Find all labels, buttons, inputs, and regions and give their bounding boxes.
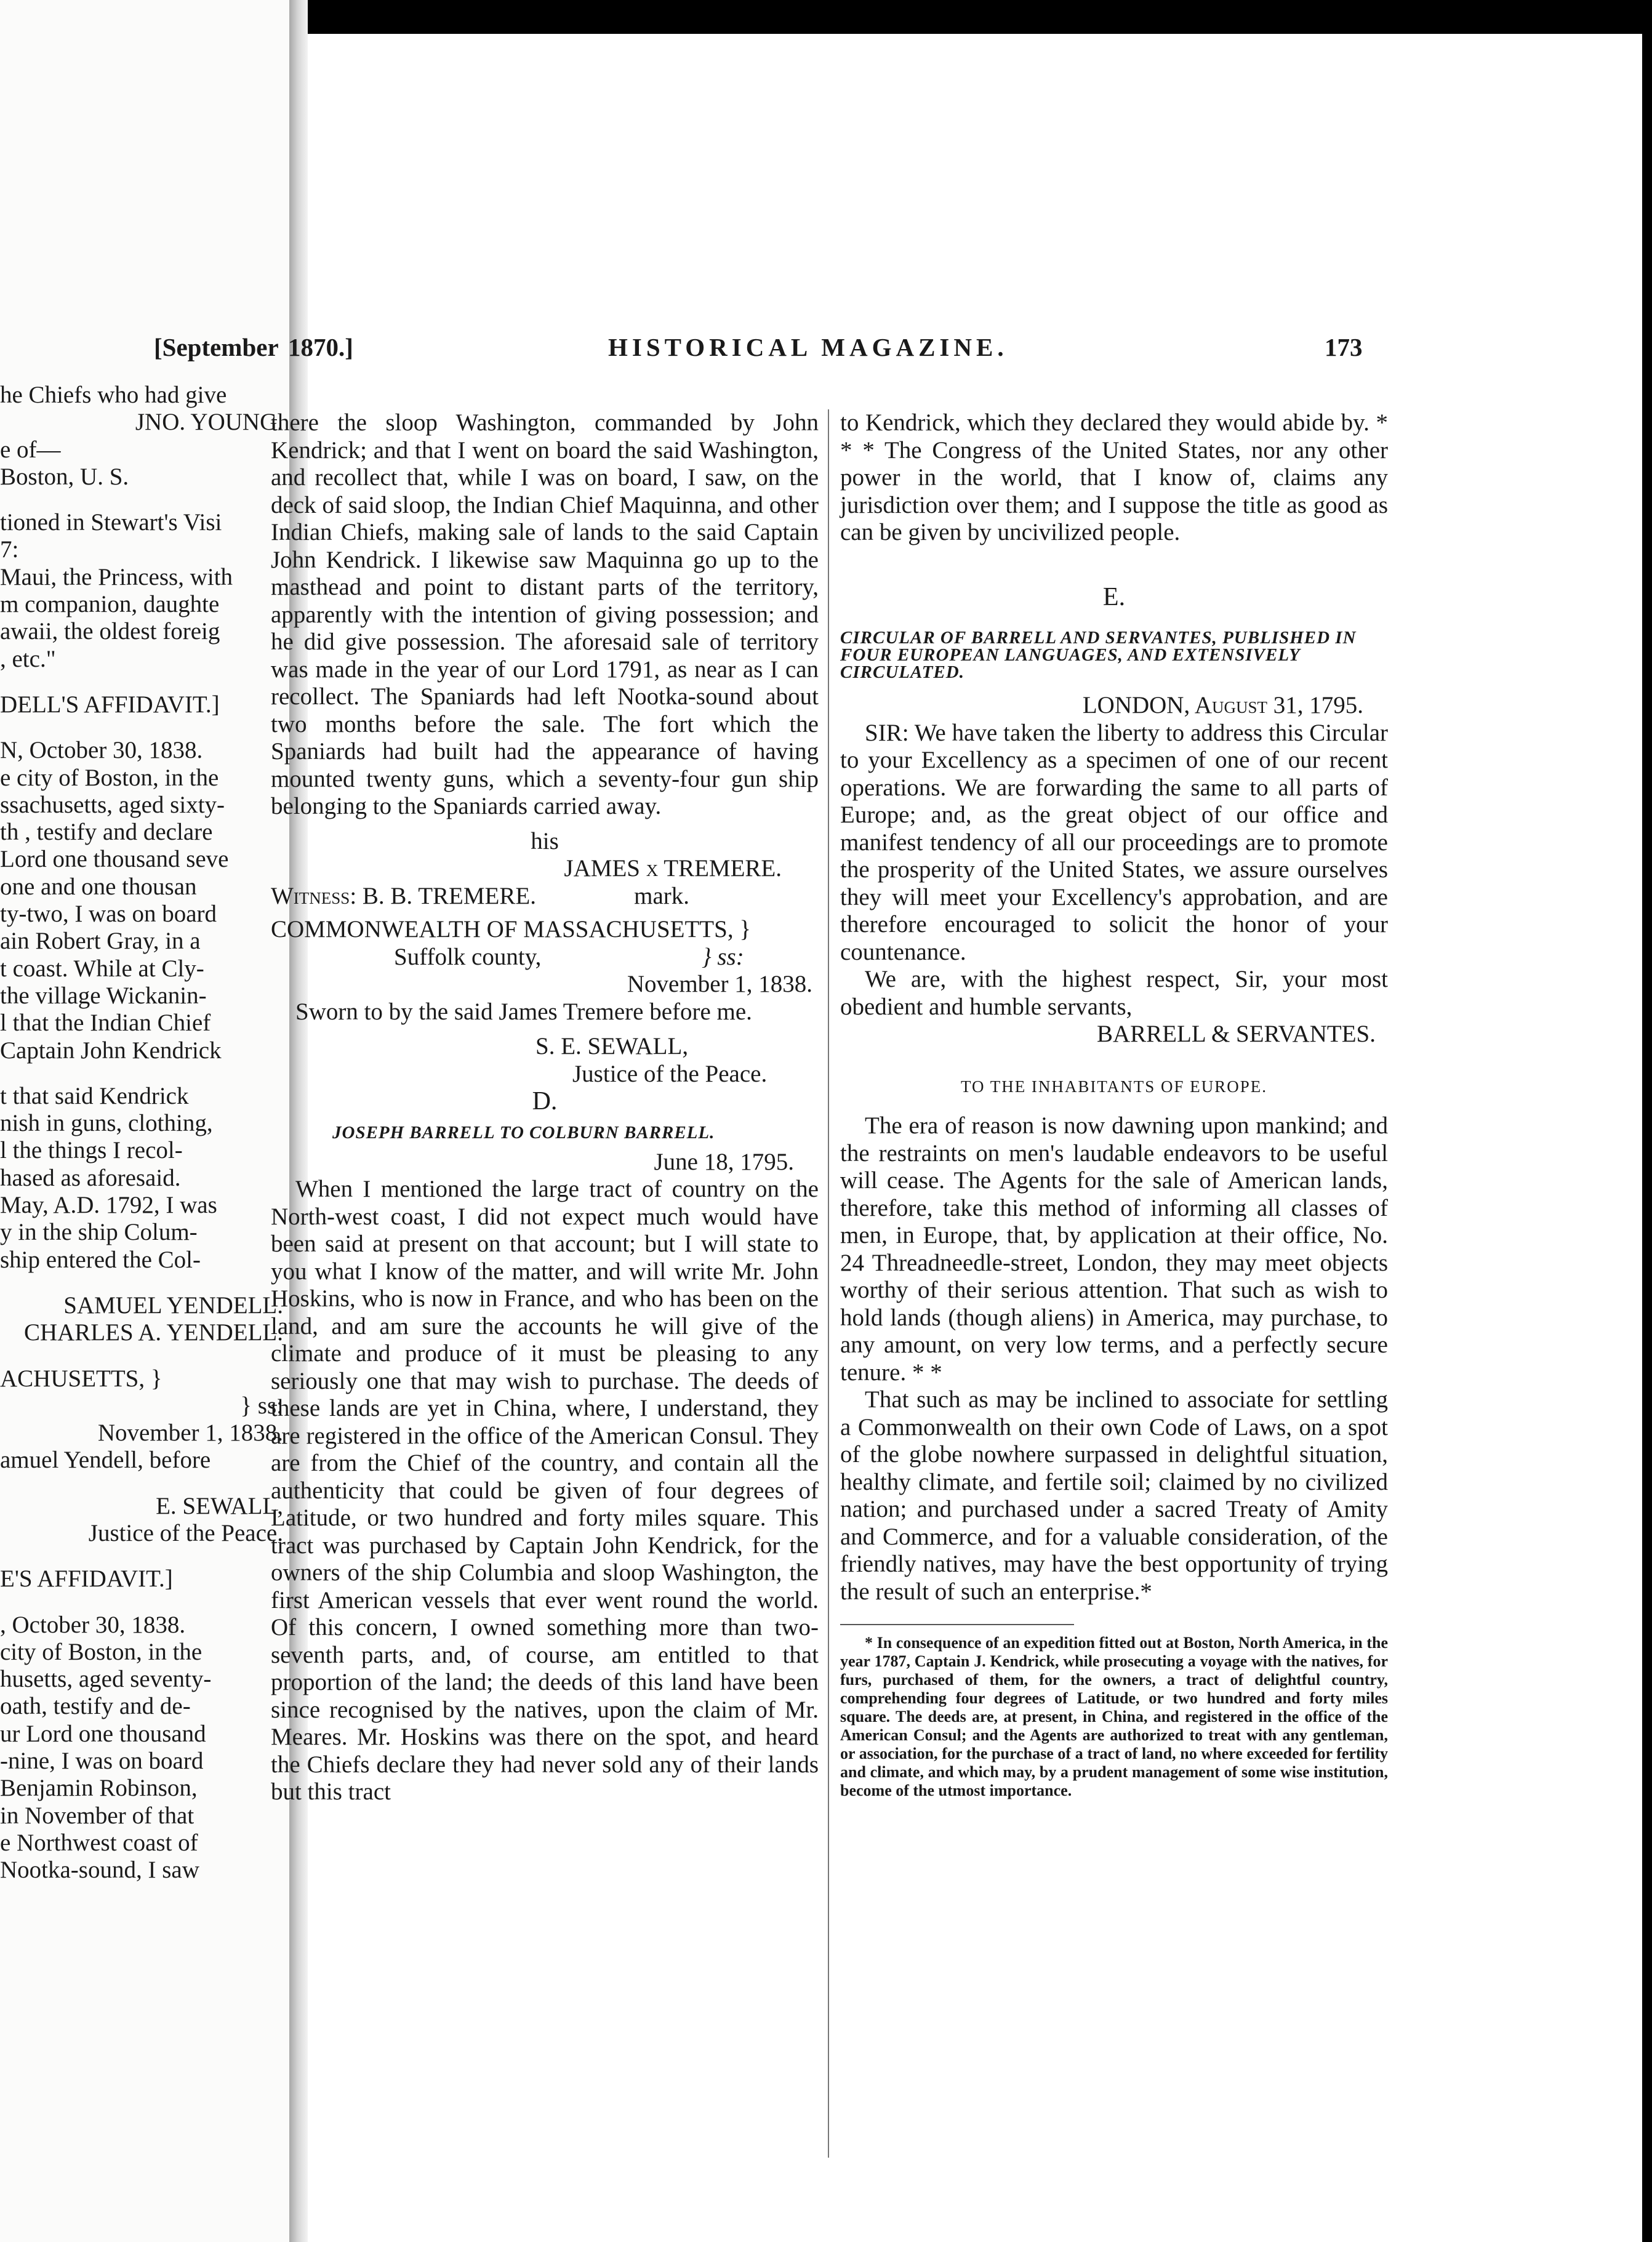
left-page-line: e of— [0, 436, 61, 463]
circular-heading: CIRCULAR OF BARRELL AND SERVANTES, PUBLISHED IN FOUR EUROPEAN LANGUAGES, AND EXTENSIVELY CIRCULATED. [840, 628, 1357, 682]
left-page-line: , etc." [0, 645, 56, 672]
letter-heading: JOSEPH BARRELL TO COLBURN BARRELL. [332, 1122, 715, 1143]
left-page-line: husetts, aged seventy- [0, 1666, 212, 1693]
mark: mark. [634, 882, 689, 909]
left-page-line: ain Robert Gray, in a [0, 928, 201, 955]
section-e: E. [1102, 582, 1126, 611]
signer: JAMES x TREMERE. [564, 855, 782, 882]
left-page-line: ur Lord one thousand [0, 1720, 206, 1747]
letter-date: June 18, 1795. [654, 1148, 794, 1175]
left-running-head: [September [154, 333, 279, 361]
left-page-line: t coast. While at Cly- [0, 955, 204, 982]
witness: Witness: B. B. TREMERE. [271, 882, 536, 909]
left-page-line [0, 1274, 283, 1292]
left-page-line [0, 673, 283, 691]
circular-date: LONDON, August 31, 1795. [1082, 692, 1363, 718]
left-page-line: hased as aforesaid. [0, 1164, 181, 1191]
signature-his: his [531, 827, 559, 854]
left-page-line: nish in guns, clothing, [0, 1110, 213, 1137]
sworn-text: Sworn to by the said James Tremere before me. [295, 998, 752, 1025]
ss: } ss: [702, 943, 744, 970]
signature: BARRELL & SERVANTES. [1096, 1021, 1376, 1047]
column-1 [271, 409, 819, 1806]
left-page-line: Nootka-sound, I saw [0, 1857, 199, 1884]
inhabitants-p1: The era of reason is now dawning upon mankind; and the restraints on men's laudable endeavors to be useful will cease. The Agents for the sale of American lands, therefore, take this method of informing all classes of men, in Europe, that, by application at their office, No. 24 Threadneedle-street, London, they may meet objects worthy of their serious attention. That such as wish to hold lands (though aliens) in America, may purchase, to any amount, on very low terms, and a perfectly secure tenure. * * [840, 1112, 1388, 1386]
left-page-line [0, 1064, 283, 1083]
left-page-line: y in the ship Colum- [0, 1219, 198, 1246]
left-page-line: ship entered the Col- [0, 1246, 201, 1273]
left-page-line: in November of that [0, 1802, 194, 1829]
justice-name: S. E. SEWALL, [535, 1033, 689, 1059]
left-page-line: CHARLES A. YENDELL. [23, 1319, 283, 1346]
left-page-line: l the things I recol- [0, 1137, 183, 1164]
left-page-line: Maui, the Princess, with [0, 563, 233, 590]
circular-text: SIR: We have taken the liberty to address this Circular to your Excellency as a specimen of one of our recent operations. We are forwarding the same to all parts of Europe; and, as the great object of our office and manifest tendency of all our proceedings are to promote the prosperity of the United States, we assure ourselves they will meet your Excellency's approbation, and are therefore encouraged to solicit the honor of your countenance. [840, 719, 1388, 965]
page-title: HISTORICAL MAGAZINE. [608, 333, 1008, 361]
footnote-rule [840, 1624, 1074, 1625]
left-page-line [0, 718, 283, 737]
letter-text: When I mentioned the large tract of country on the North-west coast, I did not expect much would have been said at present on that account; but I will state to you what I know of the matter, and will write Mr. John Hoskins, who is now in France, and who has been on the land, and am sure the accounts he will give of the climate and produce of it must be pleasing to any seriously one that may wish to purchase. The deeds of these lands are yet in China, where, I understand, they are registered in the office of the American Consul. They are from the Chief of the country, and contain all the authenticity that could be given of four degrees of Latitude, or two hundred and forty miles square. This tract was purchased by Captain John Kendrick, for the owners of the ship Columbia and sloop Washington, the first American vessels that ever went round the world. Of this concern, I owned something more than two-seventh parts, and, of course, am entitled to that proportion of the land; the deeds of this land have been since recognised by the natives, upon the claim of Mr. Meares. Mr. Hoskins was there on the spot, and heard the Chiefs declare they had never sold any of their lands but this tract [271, 1176, 819, 1805]
left-page-line: t that said Kendrick [0, 1082, 189, 1109]
county: Suffolk county, [394, 943, 542, 970]
column-divider [828, 409, 829, 2158]
scan-right-border [1642, 0, 1652, 2242]
affidavit-text: there the sloop Washington, commanded by John Kendrick; and that I went on board the said Washington, and recollect that, while I was on board, I saw, on the deck of said sloop, the Indian Chief Maquinna, and other Indian Chiefs, making sale of lands to the said Captain John Kendrick. I likewise saw Maquinna go up to the masthead and point to distant parts of the territory, apparently with the intention of giving possession; and he did give possession. The aforesaid sale of territory was made in the year of our Lord 1791, as near as I can recollect. The Spaniards had left Nootka-sound about two months before the sale. The fort which the Spaniards had built had the appearance of having mounted twenty guns, which a seventy-four gun ship belonging to the Spaniards carried away. [271, 409, 819, 819]
left-page-line: E. SEWALL, [156, 1492, 283, 1519]
inhabitants-p2: That such as may be inclined to associate for settling a Commonwealth on their own Code of Laws, on a spot of the globe nowhere surpassed in delightful situation, healthy climate, and fertile soil; claimed by no civilized nation; and purchased under a sacred Treaty of Amity and Commerce, and for a valuable consideration, of the friendly natives, may have the best opportunity of trying the result of such an enterprise.* [840, 1386, 1388, 1605]
continuation-text: to Kendrick, which they declared they would abide by. * * * The Congress of the United States, nor any other power in the world, that I know of, claims any jurisdiction over them; and I suppose the title as good as can be given by uncivilized people. [840, 409, 1388, 545]
left-page-line: , October 30, 1838. [0, 1611, 186, 1638]
left-page-line: city of Boston, in the [0, 1638, 202, 1665]
left-page-line [0, 1474, 283, 1493]
left-page-line: 7: [0, 536, 19, 563]
left-page-line [0, 1547, 283, 1565]
left-page-line: -nine, I was on board [0, 1748, 204, 1775]
commonwealth: COMMONWEALTH OF MASSACHUSETTS, } [271, 916, 752, 942]
header-date: 1870.] [288, 333, 353, 361]
left-page-line: Justice of the Peace. [88, 1519, 283, 1546]
left-page-line: one and one thousan [0, 873, 197, 900]
left-page-line: DELL'S AFFIDAVIT.] [0, 691, 220, 718]
left-page-line: JNO. YOUNG. [135, 409, 283, 436]
footnote: * In consequence of an expedition fitted out at Boston, North America, in the year 1787, Captain J. Kendrick, while prosecuting a voyage with the natives, for furs, purchased of them, for the owners, a tract of delightful country, comprehending four degrees of Latitude, or two hundred and forty miles square. The deeds are, at present, in China, and registered in the office of the American Consul; and the Agents are authorized to treat with any gentleman, or association, for the purchase of a tract of land, no where exceeded for fertility and climate, and which may, by a prudent management of some wise institution, become of the utmost importance. [840, 1634, 1388, 1799]
left-page-line: E'S AFFIDAVIT.] [0, 1565, 173, 1593]
left-page-line: th , testify and declare [0, 819, 213, 846]
left-page-line: Lord one thousand seve [0, 846, 229, 873]
left-page-line: the village Wickanin- [0, 982, 207, 1009]
left-page-line: May, A.D. 1792, I was [0, 1192, 217, 1219]
left-page-line: tioned in Stewart's Visi [0, 509, 222, 536]
left-page-text [0, 382, 283, 1884]
left-page-line: Boston, U. S. [0, 463, 129, 490]
left-page-line [0, 1593, 283, 1612]
left-page-line: he Chiefs who had give [0, 382, 227, 408]
left-page-line: e Northwest coast of [0, 1829, 198, 1856]
left-page-line: e city of Boston, in the [0, 764, 219, 791]
left-page-line: l that the Indian Chief [0, 1010, 211, 1037]
left-page-line: Benjamin Robinson, [0, 1775, 198, 1802]
left-page-line: m companion, daughte [0, 591, 220, 618]
column-2 [840, 409, 1388, 1800]
sworn-date: November 1, 1838. [627, 971, 812, 997]
closing: We are, with the highest respect, Sir, your most obedient and humble servants, [840, 966, 1388, 1020]
left-page-line: N, October 30, 1838. [0, 737, 203, 764]
left-page-line: } ss: [240, 1392, 283, 1419]
left-page-line: oath, testify and de- [0, 1693, 191, 1720]
left-page-line [0, 491, 283, 509]
left-page-line: awaii, the oldest foreig [0, 618, 220, 645]
left-page-line: ACHUSETTS, } [0, 1365, 162, 1392]
left-page-line: amuel Yendell, before [0, 1447, 211, 1474]
left-page-line: SAMUEL YENDELL. [63, 1292, 283, 1319]
left-page-line: ty-two, I was on board [0, 901, 217, 928]
left-page-fragment [0, 0, 289, 2242]
left-page-line [0, 1347, 283, 1365]
left-page-line: Captain John Kendrick [0, 1037, 222, 1064]
left-page-line: ssachusetts, aged sixty- [0, 791, 225, 818]
section-d: D. [532, 1087, 558, 1115]
page-number: 173 [1325, 333, 1363, 361]
inhabitants-heading: TO THE INHABITANTS OF EUROPE. [960, 1077, 1268, 1096]
left-page-line: November 1, 1838. [97, 1420, 283, 1447]
justice-title: Justice of the Peace. [572, 1060, 768, 1087]
